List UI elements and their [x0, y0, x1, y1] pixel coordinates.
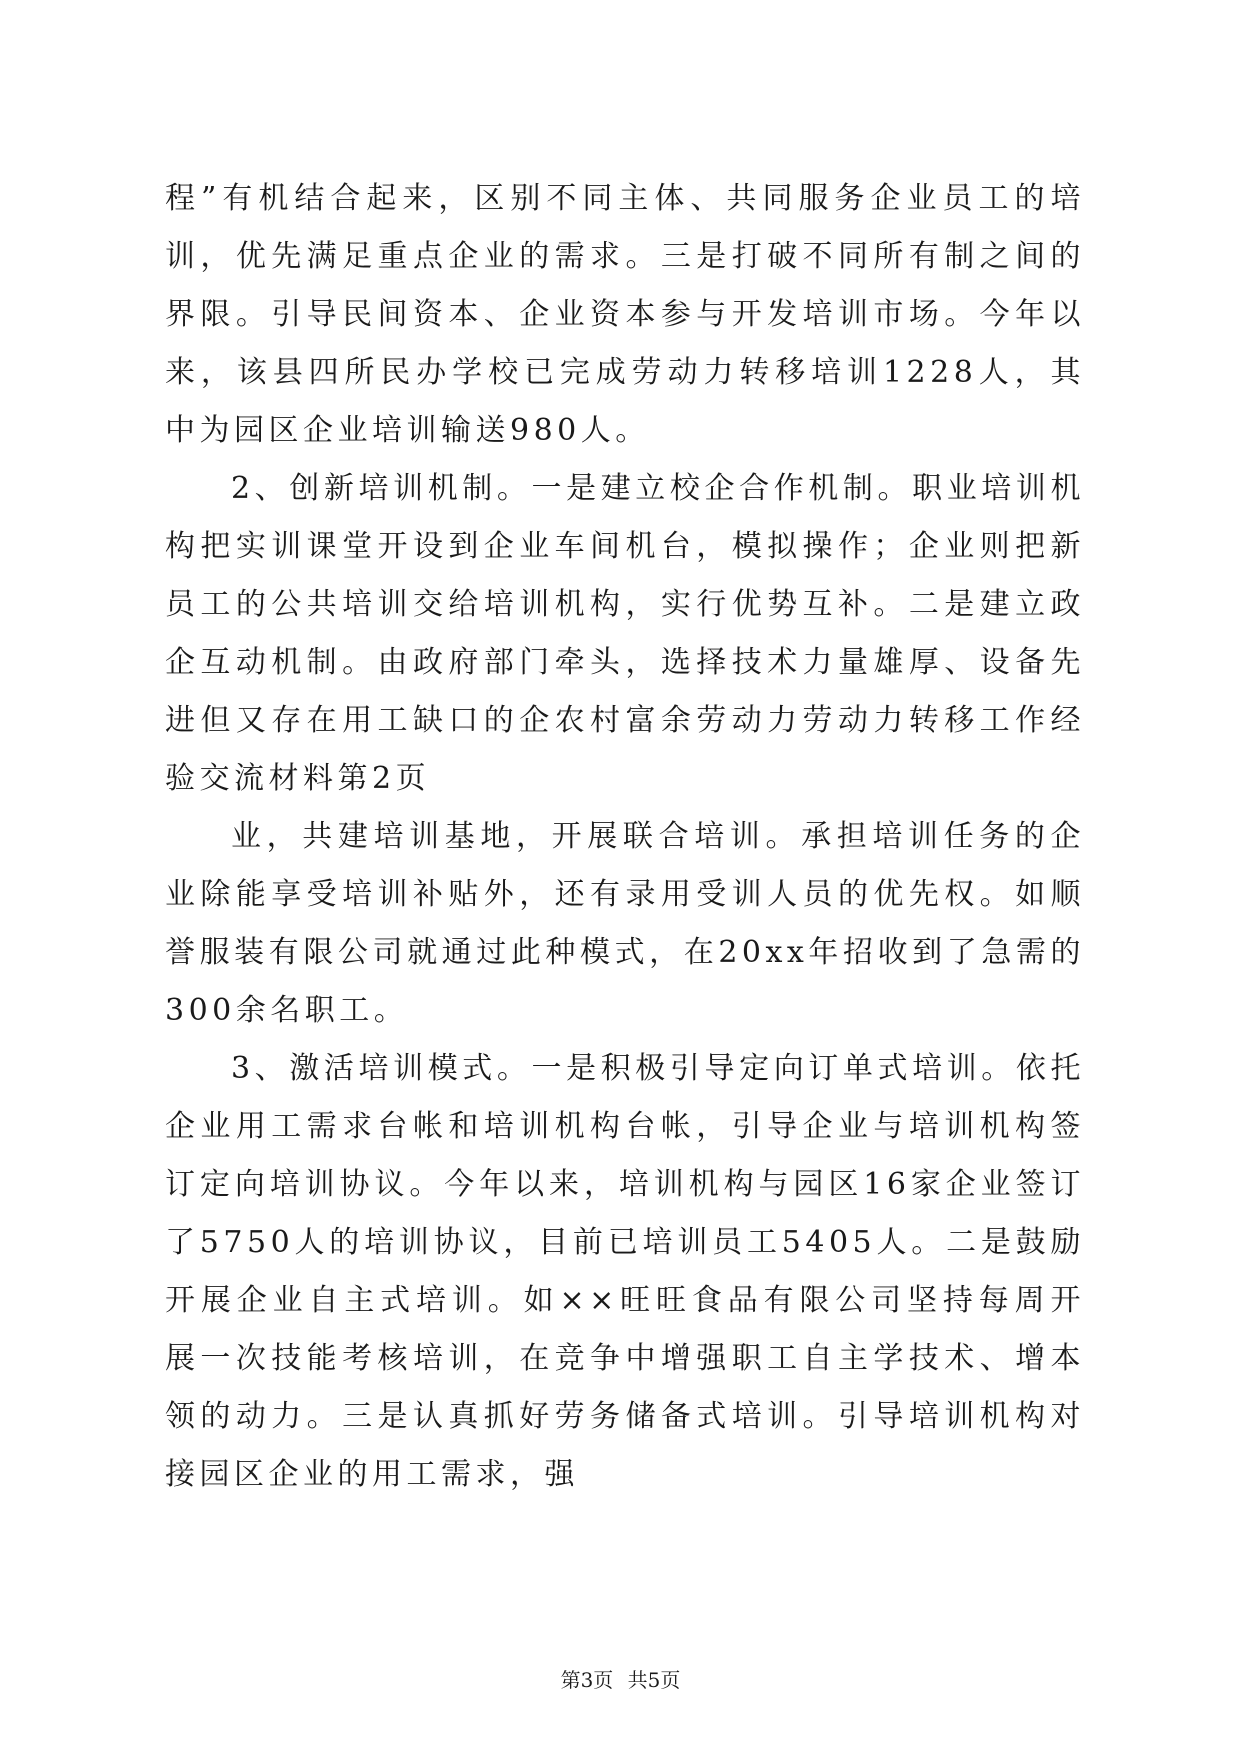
- page-total: 共5页: [627, 1668, 681, 1692]
- paragraph-joint-training: 业，共建培训基地，开展联合培训。承担培训任务的企业除能享受培训补贴外，还有录用受训人员的优先权。如顺誉服装有限公司就通过此种模式，在20xx年招收到了急需的300余名职工。: [165, 819, 1085, 1028]
- paragraph-training-mode: 3、激活培训模式。一是积极引导定向订单式培训。依托企业用工需求台帐和培训机构台帐，引导企业与培训机构签订定向培训协议。今年以来，培训机构与园区16家企业签订了5750人的培训协议，目前已培训员工5405人。二是鼓励开展企业自主式培训。如××旺旺食品有限公司坚持每周开展一次技能考核培训，在竞争中增强职工自主学技术、增本领的动力。三是认真抓好劳务储备式培训。引导培训机构对接园区企业的用工需求，强: [165, 1051, 1085, 1492]
- page-number: 第3页: [560, 1668, 614, 1692]
- paragraph-training-mechanism: 2、创新培训机制。一是建立校企合作机制。职业培训机构把实训课堂开设到企业车间机台，模拟操作；企业则把新员工的公共培训交给培训机构，实行优势互补。二是建立政企互动机制。由政府部门牵头，选择技术力量雄厚、设备先进但又存在用工缺口的企农村富余劳动力劳动力转移工作经验交流材料第2页: [165, 471, 1085, 796]
- document-body: [165, 170, 1085, 1504]
- paragraph-continuation: 程”有机结合起来，区别不同主体、共同服务企业员工的培训，优先满足重点企业的需求。三是打破不同所有制之间的界限。引导民间资本、企业资本参与开发培训市场。今年以来，该县四所民办学校已完成劳动力转移培训1228人，其中为园区企业培训输送980人。: [165, 181, 1085, 448]
- page-footer: [0, 1666, 1241, 1694]
